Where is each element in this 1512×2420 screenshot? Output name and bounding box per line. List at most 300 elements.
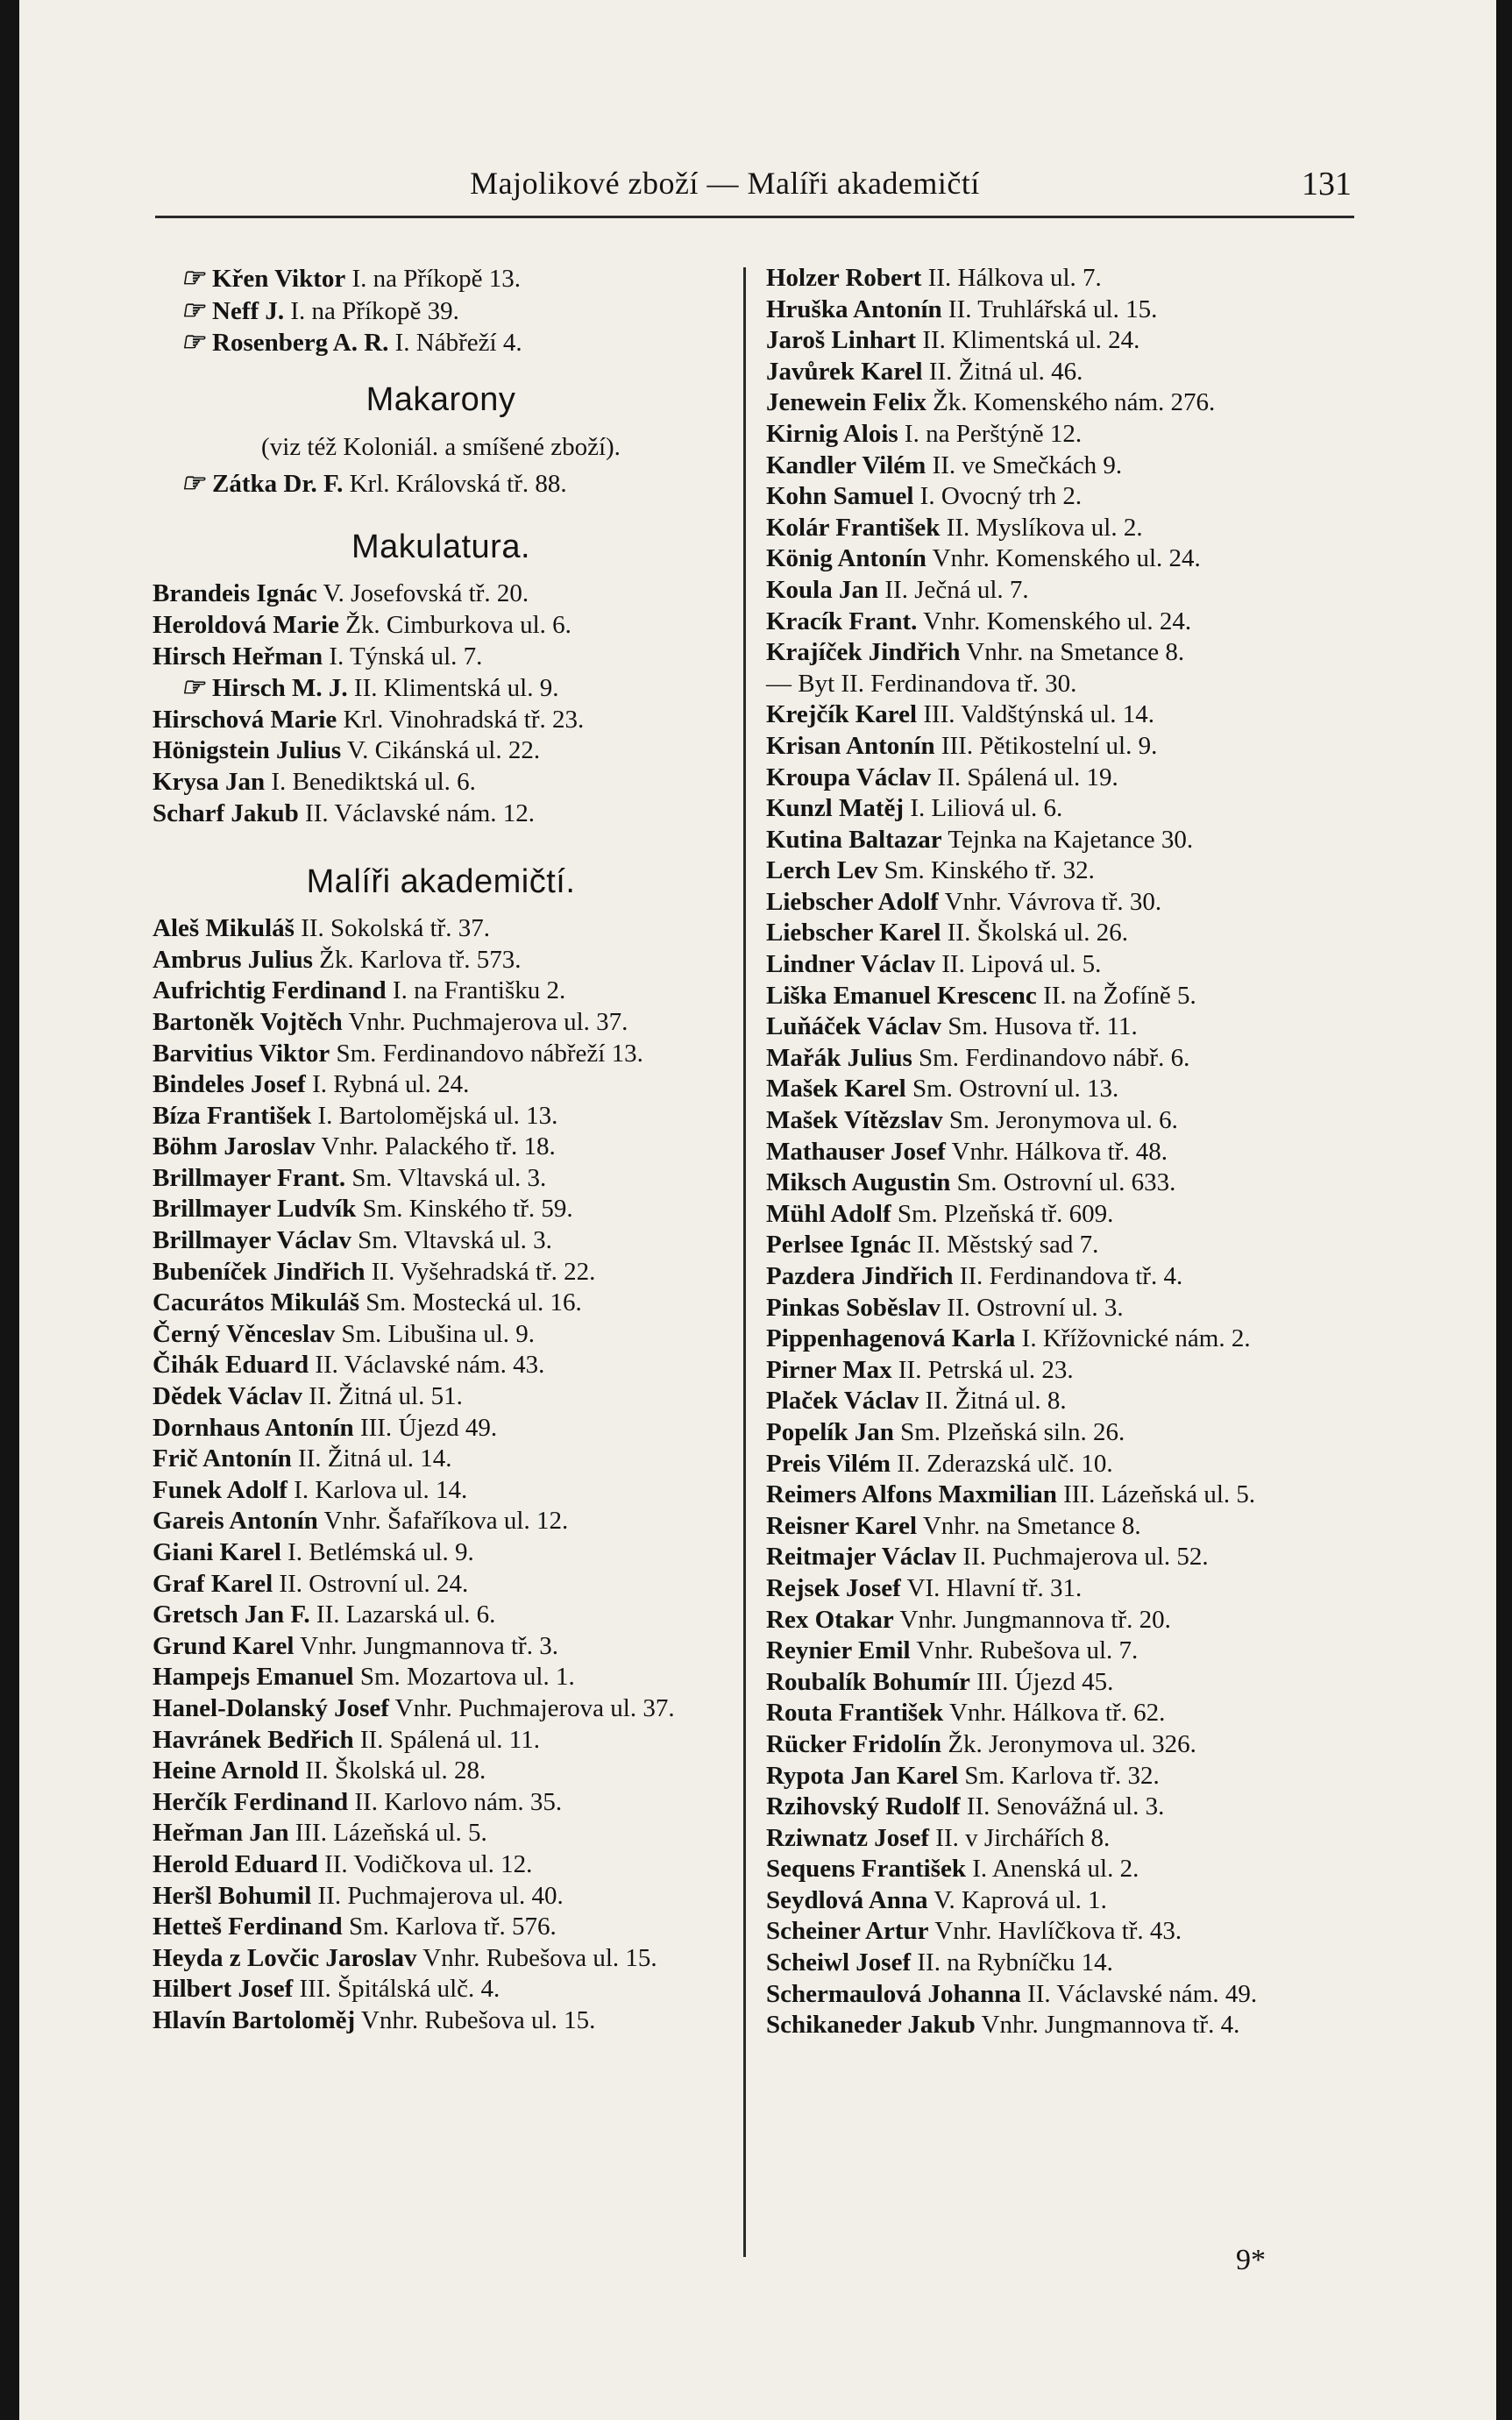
entry-address: Sm. Jeronymova ul. 6. bbox=[948, 1106, 1178, 1135]
directory-entry bbox=[153, 1444, 729, 1475]
entry-address: Vnhr. Rubešova ul. 15. bbox=[422, 1943, 657, 1972]
directory-entry bbox=[766, 1573, 1362, 1605]
pointing-hand-icon: ☞ bbox=[181, 673, 204, 703]
entry-address: Vnhr. Komenského ul. 24. bbox=[932, 544, 1201, 573]
entry-address: Vnhr. Hálkova tř. 48. bbox=[951, 1137, 1168, 1166]
entry-name: Jaroš Linhart bbox=[766, 326, 917, 355]
directory-entry bbox=[153, 1194, 729, 1225]
pointing-hand-icon: ☞ bbox=[181, 295, 204, 325]
entry-name: Seydlová Anna bbox=[766, 1885, 928, 1914]
directory-entry bbox=[766, 2010, 1362, 2041]
entry-address: II. v Jirchářích 8. bbox=[935, 1823, 1111, 1852]
entry-address: II. Lazarská ul. 6. bbox=[316, 1600, 496, 1629]
directory-entry bbox=[766, 357, 1362, 388]
directory-entry bbox=[153, 610, 729, 642]
entry-address: Vnhr. Komenského ul. 24. bbox=[923, 607, 1192, 635]
entry-name: Preis Vilém bbox=[766, 1449, 891, 1478]
entry-name: Pinkas Soběslav bbox=[766, 1293, 941, 1322]
entry-address: II. Petrská ul. 23. bbox=[898, 1355, 1074, 1384]
entry-address: II. Klimentská ul. 24. bbox=[922, 326, 1140, 355]
directory-entry bbox=[153, 1912, 729, 1943]
entry-address: II. Žitná ul. 14. bbox=[297, 1444, 452, 1473]
entry-address: Sm. Vltavská ul. 3. bbox=[358, 1226, 552, 1255]
entry-address: Sm. Ostrovní ul. 633. bbox=[956, 1168, 1176, 1197]
entry-name: Herold Eduard bbox=[153, 1849, 318, 1878]
entry-address: I. Betlémská ul. 9. bbox=[287, 1538, 474, 1566]
entry-address: I. Karlova ul. 14. bbox=[294, 1475, 468, 1504]
entry-address: I. Křížovnické nám. 2. bbox=[1021, 1324, 1251, 1353]
section-title-makarony: Makarony bbox=[366, 380, 516, 418]
directory-entry bbox=[766, 1636, 1362, 1667]
entry-address: Vnhr. Hálkova tř. 62. bbox=[948, 1699, 1166, 1728]
entry-name: Javůrek Karel bbox=[766, 357, 923, 386]
entry-name: Krajíček Jindřich bbox=[766, 638, 961, 667]
directory-entry bbox=[766, 451, 1362, 482]
entry-name: Kolár František bbox=[766, 513, 941, 542]
entry-address: V. Kaprová ul. 1. bbox=[933, 1885, 1107, 1914]
directory-entry bbox=[766, 513, 1362, 544]
entry-address: Vnhr. Puchmajerova ul. 37. bbox=[348, 1007, 628, 1036]
directory-entry bbox=[153, 2005, 729, 2037]
directory-entry bbox=[153, 578, 729, 610]
entry-name: Rziwnatz Josef bbox=[766, 1823, 930, 1852]
entry-address: Vnhr. Rubešova ul. 7. bbox=[916, 1636, 1139, 1665]
entry-name: Hanel-Dolanský Josef bbox=[153, 1693, 389, 1722]
entry-address: II. Zderazská ulč. 10. bbox=[897, 1449, 1113, 1478]
entry-name: Miksch Augustin bbox=[766, 1168, 951, 1197]
entry-address: Vnhr. na Smetance 8. bbox=[922, 1511, 1141, 1540]
entry-address: III. Lázeňská ul. 5. bbox=[295, 1819, 487, 1848]
section-title-makulatura: Makulatura. bbox=[351, 529, 531, 566]
directory-entry bbox=[766, 543, 1362, 575]
left-column bbox=[153, 263, 729, 2037]
entry-address: II. Vodičkova ul. 12. bbox=[324, 1849, 533, 1878]
directory-entry bbox=[153, 1319, 729, 1351]
entry-address: II. Spálená ul. 11. bbox=[359, 1725, 540, 1754]
entry-address: II. Senovážná ul. 3. bbox=[966, 1792, 1165, 1821]
entry-name: Krysa Jan bbox=[153, 767, 266, 796]
directory-entry bbox=[766, 1979, 1362, 2011]
entry-address: II. Ječná ul. 7. bbox=[884, 575, 1029, 604]
column-divider bbox=[743, 267, 746, 2257]
directory-entry bbox=[153, 1039, 729, 1070]
entry-name: Routa František bbox=[766, 1699, 944, 1728]
directory-entry bbox=[766, 981, 1362, 1012]
directory-entry bbox=[153, 945, 729, 976]
entry-address: Sm. Libušina ul. 9. bbox=[341, 1319, 536, 1348]
directory-entry bbox=[153, 1007, 729, 1039]
pointing-hand-icon: ☞ bbox=[181, 264, 204, 293]
directory-entry bbox=[766, 1667, 1362, 1699]
entry-name: Hlavín Bartoloměj bbox=[153, 2005, 356, 2034]
page-header bbox=[98, 165, 1352, 214]
directory-entry bbox=[766, 1854, 1362, 1885]
entry-name: Reimers Alfons Maxmilian bbox=[766, 1480, 1057, 1509]
directory-entry bbox=[153, 705, 729, 736]
entry-name: Schikaneder Jakub bbox=[766, 2011, 976, 2040]
entry-address: III. Lázeňská ul. 5. bbox=[1063, 1480, 1256, 1509]
directory-entry bbox=[766, 1293, 1362, 1324]
entry-name: Böhm Jaroslav bbox=[153, 1132, 316, 1161]
entry-address: Sm. Kinského tř. 32. bbox=[884, 856, 1095, 885]
entry-name: Lindner Václav bbox=[766, 950, 936, 979]
entry-address: Sm. Ostrovní ul. 13. bbox=[912, 1075, 1119, 1104]
entry-address: Krl. Vinohradská tř. 23. bbox=[343, 705, 585, 734]
directory-entry bbox=[153, 295, 729, 328]
entry-address: Sm. Ferdinandovo nábř. 6. bbox=[919, 1043, 1190, 1072]
section-note-makarony: (viz též Koloniál. a smíšené zboží). bbox=[261, 432, 621, 461]
entry-name: Plaček Václav bbox=[766, 1387, 919, 1416]
entry-address: III. Valdštýnská ul. 14. bbox=[923, 700, 1154, 729]
directory-entry bbox=[153, 1818, 729, 1849]
directory-entry bbox=[766, 1605, 1362, 1636]
entry-name: Bindeles Josef bbox=[153, 1070, 306, 1099]
entry-address: Sm. Husova tř. 11. bbox=[948, 1012, 1138, 1041]
directory-entry bbox=[766, 575, 1362, 607]
entry-address: II. na Žofíně 5. bbox=[1043, 981, 1196, 1010]
entry-name: Hirschová Marie bbox=[153, 705, 337, 734]
entry-address: I. na Františku 2. bbox=[392, 976, 566, 1005]
entry-address: — Byt II. Ferdinandova tř. 30. bbox=[766, 669, 1077, 698]
entry-name: Dornhaus Antonín bbox=[153, 1413, 354, 1442]
entry-name: Zátka Dr. F. bbox=[212, 469, 344, 498]
entry-address: I. Bartolomějská ul. 13. bbox=[317, 1101, 558, 1130]
directory-entry bbox=[153, 1756, 729, 1787]
entry-name: Hilbert Josef bbox=[153, 1975, 294, 2004]
entry-name: Havránek Bedřich bbox=[153, 1725, 354, 1754]
entry-name: Scheiner Artur bbox=[766, 1917, 929, 1946]
entry-address: II. Školská ul. 26. bbox=[947, 919, 1128, 947]
entry-name: Koula Jan bbox=[766, 575, 879, 604]
pointing-hand-icon: ☞ bbox=[181, 328, 204, 358]
entry-name: Holzer Robert bbox=[766, 264, 922, 292]
entry-address: Žk. Komenského nám. 276. bbox=[933, 388, 1216, 417]
entry-name: Popelík Jan bbox=[766, 1417, 894, 1446]
entry-name: Černý Věnceslav bbox=[153, 1319, 336, 1348]
entry-address: II. Městský sad 7. bbox=[917, 1231, 1099, 1260]
entry-address: Sm. Karlova tř. 32. bbox=[964, 1761, 1160, 1790]
entry-name: Scharf Jakub bbox=[153, 798, 299, 827]
directory-entry bbox=[766, 1417, 1362, 1449]
entry-name: Giani Karel bbox=[153, 1538, 281, 1566]
entry-name: Rypota Jan Karel bbox=[766, 1761, 959, 1790]
entry-address: II. Václavské nám. 49. bbox=[1027, 1979, 1258, 2008]
entry-address: II. Václavské nám. 43. bbox=[315, 1351, 545, 1380]
entry-address: Sm. Ferdinandovo nábřeží 13. bbox=[336, 1039, 643, 1068]
entry-address: I. na Příkopě 39. bbox=[290, 296, 459, 325]
entry-address: I. Liliová ul. 6. bbox=[910, 794, 1063, 823]
directory-entry bbox=[153, 1662, 729, 1693]
entry-name: Kandler Vilém bbox=[766, 451, 926, 479]
directory-entry bbox=[766, 1729, 1362, 1761]
entry-name: Hönigstein Julius bbox=[153, 736, 342, 765]
entry-name: Dědek Václav bbox=[153, 1382, 303, 1411]
directory-entry bbox=[153, 1537, 729, 1569]
entry-address: II. Školská ul. 28. bbox=[305, 1756, 486, 1785]
entry-address: Sm. Karlova tř. 576. bbox=[348, 1913, 557, 1941]
directory-entry bbox=[153, 1974, 729, 2005]
directory-entry bbox=[153, 642, 729, 673]
directory-entry bbox=[153, 1693, 729, 1725]
directory-page bbox=[19, 0, 1496, 2420]
entry-address: I. na Perštýně 12. bbox=[904, 419, 1083, 448]
directory-entry bbox=[153, 1600, 729, 1631]
entry-name: Mašek Vítězslav bbox=[766, 1106, 943, 1135]
directory-entry bbox=[766, 918, 1362, 949]
entry-address: II. Truhlářská ul. 15. bbox=[948, 295, 1158, 323]
directory-entry bbox=[766, 699, 1362, 731]
directory-entry bbox=[766, 1386, 1362, 1417]
entry-name: Čihák Eduard bbox=[153, 1351, 309, 1380]
entry-address: II. Žitná ul. 8. bbox=[925, 1387, 1067, 1416]
entry-name: Perlsee Ignác bbox=[766, 1231, 912, 1260]
right-column bbox=[766, 263, 1362, 2041]
directory-entry bbox=[766, 1511, 1362, 1543]
directory-entry bbox=[766, 387, 1362, 419]
entry-name: Rejsek Josef bbox=[766, 1573, 901, 1602]
entry-address: III. Újezd 45. bbox=[976, 1667, 1114, 1696]
directory-entry bbox=[153, 1475, 729, 1507]
entry-name: Ambrus Julius bbox=[153, 945, 313, 974]
entry-address: III. Újezd 49. bbox=[359, 1413, 498, 1442]
directory-entry bbox=[153, 913, 729, 945]
entry-address: Vnhr. na Smetance 8. bbox=[966, 638, 1185, 667]
entry-address: III. Pětikostelní ul. 9. bbox=[941, 731, 1158, 760]
entry-name: Kirnig Alois bbox=[766, 419, 898, 448]
entry-name: Hirsch M. J. bbox=[212, 674, 348, 703]
entry-name: Rzihovský Rudolf bbox=[766, 1792, 961, 1821]
entry-name: Hruška Antonín bbox=[766, 295, 942, 323]
entry-address: II. Karlovo nám. 35. bbox=[354, 1787, 563, 1816]
running-title: Majolikové zboží — Malíři akademičtí bbox=[470, 166, 980, 201]
directory-entry bbox=[153, 327, 729, 359]
entry-address: Vnhr. Jungmannova tř. 4. bbox=[981, 2011, 1240, 2040]
entry-name: Brillmayer Václav bbox=[153, 1226, 351, 1255]
directory-entry bbox=[766, 1324, 1362, 1355]
directory-entry bbox=[153, 1413, 729, 1444]
entry-address: Vnhr. Jungmannova tř. 20. bbox=[899, 1605, 1171, 1634]
entry-address: II. Puchmajerova ul. 52. bbox=[962, 1543, 1209, 1572]
entry-name: Heršl Bohumil bbox=[153, 1881, 312, 1910]
entry-name: Aufrichtig Ferdinand bbox=[153, 976, 387, 1005]
directory-entry bbox=[153, 1787, 729, 1819]
directory-entry bbox=[153, 1381, 729, 1413]
directory-entry bbox=[766, 1480, 1362, 1511]
directory-entry bbox=[766, 669, 1362, 700]
directory-entry bbox=[153, 767, 729, 798]
entry-address: I. Ovocný trh 2. bbox=[919, 482, 1083, 511]
entry-address: I. Rybná ul. 24. bbox=[312, 1070, 470, 1099]
entry-address: Vnhr. Havlíčkova tř. 43. bbox=[934, 1917, 1182, 1946]
directory-entry bbox=[153, 1225, 729, 1257]
directory-entry bbox=[766, 855, 1362, 887]
directory-entry bbox=[153, 1069, 729, 1101]
directory-entry bbox=[766, 1916, 1362, 1948]
entry-name: Mašek Karel bbox=[766, 1075, 906, 1104]
entry-address: II. Václavské nám. 12. bbox=[305, 798, 536, 827]
entry-address: II. Spálená ul. 19. bbox=[937, 763, 1118, 791]
entry-name: Brandeis Ignác bbox=[153, 579, 317, 608]
entry-name: Funek Adolf bbox=[153, 1475, 287, 1504]
directory-entry bbox=[766, 325, 1362, 357]
directory-entry bbox=[766, 1167, 1362, 1199]
directory-entry bbox=[766, 1792, 1362, 1823]
entry-address: I. Benediktská ul. 6. bbox=[271, 767, 476, 796]
entry-address: II. Myslíkova ul. 2. bbox=[946, 513, 1143, 542]
entry-name: Reisner Karel bbox=[766, 1511, 918, 1540]
directory-entry bbox=[766, 1261, 1362, 1293]
directory-entry bbox=[153, 976, 729, 1007]
directory-entry bbox=[766, 1043, 1362, 1075]
entry-name: Brillmayer Ludvík bbox=[153, 1195, 357, 1224]
signature-mark: 9* bbox=[1236, 2244, 1266, 2276]
directory-entry bbox=[766, 1761, 1362, 1792]
entry-name: Hirsch Heřman bbox=[153, 642, 323, 671]
entry-name: Rosenberg A. R. bbox=[212, 329, 389, 358]
entry-name: Gretsch Jan F. bbox=[153, 1600, 310, 1629]
entry-name: Neff J. bbox=[212, 296, 285, 325]
directory-entry bbox=[766, 1355, 1362, 1387]
entry-address: I. Nábřeží 4. bbox=[394, 329, 522, 358]
directory-entry bbox=[153, 672, 729, 705]
entry-name: Pippenhagenová Karla bbox=[766, 1324, 1016, 1353]
entry-name: Rex Otakar bbox=[766, 1605, 894, 1634]
directory-entry bbox=[766, 607, 1362, 638]
directory-entry bbox=[766, 1948, 1362, 1979]
entry-name: Heyda z Lovčic Jaroslav bbox=[153, 1943, 417, 1972]
directory-entry bbox=[766, 1230, 1362, 1261]
entry-address: II. Žitná ul. 46. bbox=[928, 357, 1083, 386]
entry-address: II. Ostrovní ul. 24. bbox=[279, 1569, 469, 1598]
directory-entry bbox=[153, 1288, 729, 1319]
entry-name: Aleš Mikuláš bbox=[153, 914, 295, 943]
entry-address: II. Lipová ul. 5. bbox=[941, 950, 1102, 979]
directory-entry bbox=[766, 1449, 1362, 1480]
entry-address: II. Vyšehradská tř. 22. bbox=[371, 1257, 596, 1286]
entry-address: II. Hálkova ul. 7. bbox=[927, 264, 1102, 292]
entry-name: Krisan Antonín bbox=[766, 731, 935, 760]
directory-entry bbox=[766, 419, 1362, 451]
makarony-list bbox=[153, 468, 729, 500]
makulatura-list bbox=[153, 578, 729, 829]
directory-entry bbox=[766, 1137, 1362, 1168]
entry-name: Mathauser Josef bbox=[766, 1137, 946, 1166]
directory-entry bbox=[766, 1698, 1362, 1729]
entry-address: Sm. Mostecká ul. 16. bbox=[366, 1288, 582, 1317]
entry-address: Sm. Plzeňská siln. 26. bbox=[900, 1417, 1125, 1446]
entry-address: V. Cikánská ul. 22. bbox=[346, 736, 541, 765]
directory-entry bbox=[766, 481, 1362, 513]
entry-name: Cacurátos Mikuláš bbox=[153, 1288, 360, 1317]
entry-name: Mühl Adolf bbox=[766, 1199, 891, 1228]
directory-entry bbox=[766, 763, 1362, 794]
entry-address: I. na Příkopě 13. bbox=[351, 265, 521, 293]
directory-entry bbox=[153, 798, 729, 830]
directory-entry bbox=[766, 949, 1362, 981]
entry-name: Liška Emanuel Krescenc bbox=[766, 981, 1037, 1010]
section-title-malari: Malíři akademičtí. bbox=[306, 863, 576, 901]
directory-entry bbox=[766, 1105, 1362, 1137]
entry-name: Rücker Fridolín bbox=[766, 1729, 942, 1758]
directory-entry bbox=[766, 1542, 1362, 1573]
entry-address: VI. Hlavní tř. 31. bbox=[906, 1573, 1083, 1602]
directory-entry bbox=[153, 1101, 729, 1132]
entry-name: Pazdera Jindřich bbox=[766, 1262, 954, 1290]
page-number: 131 bbox=[1302, 166, 1352, 202]
entry-address: Tejnka na Kajetance 30. bbox=[948, 825, 1194, 854]
entry-address: Vnhr. Jungmannova tř. 3. bbox=[300, 1631, 558, 1660]
entry-name: Graf Karel bbox=[153, 1569, 273, 1598]
entry-address: Vnhr. Šafaříkova ul. 12. bbox=[323, 1507, 569, 1536]
entry-name: Kohn Samuel bbox=[766, 482, 914, 511]
entry-address: I. Anenská ul. 2. bbox=[972, 1855, 1139, 1884]
directory-entry bbox=[766, 825, 1362, 856]
entry-address: Vnhr. Vávrova tř. 30. bbox=[944, 887, 1162, 916]
entry-name: Liebscher Adolf bbox=[766, 887, 939, 916]
malari-list bbox=[153, 913, 729, 2036]
directory-entry bbox=[153, 1506, 729, 1537]
entry-address: III. Špitálská ulč. 4. bbox=[299, 1975, 500, 2004]
entry-name: Frič Antonín bbox=[153, 1444, 292, 1473]
malari-list-continued bbox=[766, 263, 1362, 2041]
entry-name: Grund Karel bbox=[153, 1631, 295, 1660]
directory-entry bbox=[153, 1569, 729, 1600]
entry-address: Sm. Vltavská ul. 3. bbox=[351, 1163, 547, 1192]
entry-address: Sm. Mozartova ul. 1. bbox=[359, 1663, 575, 1692]
entry-address: II. Klimentská ul. 9. bbox=[353, 674, 559, 703]
entry-name: Hetteš Ferdinand bbox=[153, 1913, 343, 1941]
directory-entry bbox=[153, 1943, 729, 1975]
directory-entry bbox=[766, 263, 1362, 295]
pointing-hand-icon: ☞ bbox=[181, 468, 204, 498]
entry-name: Kunzl Matěj bbox=[766, 794, 905, 823]
directory-entry bbox=[153, 1132, 729, 1163]
entry-name: Kracík Frant. bbox=[766, 607, 918, 635]
entry-address: Vnhr. Palackého tř. 18. bbox=[321, 1132, 556, 1161]
entry-name: Liebscher Karel bbox=[766, 919, 941, 947]
entry-name: Roubalík Bohumír bbox=[766, 1667, 970, 1696]
entry-name: Scheiwl Josef bbox=[766, 1948, 912, 1977]
directory-entry bbox=[153, 1725, 729, 1756]
entry-address: Sm. Kinského tř. 59. bbox=[362, 1195, 573, 1224]
entry-name: Bíza František bbox=[153, 1101, 312, 1130]
entry-address: II. na Rybníčku 14. bbox=[917, 1948, 1113, 1977]
entry-name: Gareis Antonín bbox=[153, 1507, 318, 1536]
entry-address: II. Ferdinandova tř. 4. bbox=[959, 1262, 1183, 1290]
directory-entry bbox=[766, 731, 1362, 763]
directory-entry bbox=[766, 887, 1362, 919]
entry-name: Pirner Max bbox=[766, 1355, 892, 1384]
entry-name: Kutina Baltazar bbox=[766, 825, 942, 854]
directory-entry bbox=[153, 1849, 729, 1881]
directory-entry bbox=[766, 1823, 1362, 1855]
entry-name: Heřman Jan bbox=[153, 1819, 289, 1848]
entry-address: II. ve Smečkách 9. bbox=[932, 451, 1123, 479]
entry-name: Sequens František bbox=[766, 1855, 967, 1884]
entry-name: Herčík Ferdinand bbox=[153, 1787, 349, 1816]
directory-entry bbox=[153, 735, 729, 767]
header-rule bbox=[155, 216, 1354, 218]
entry-name: Lerch Lev bbox=[766, 856, 878, 885]
entry-name: Kroupa Václav bbox=[766, 763, 932, 791]
entry-name: Schermaulová Johanna bbox=[766, 1979, 1021, 2008]
entry-name: Krejčík Karel bbox=[766, 700, 918, 729]
entry-name: Reynier Emil bbox=[766, 1636, 911, 1665]
entry-address: Sm. Plzeňská tř. 609. bbox=[897, 1199, 1114, 1228]
directory-entry bbox=[153, 263, 729, 295]
entry-address: Vnhr. Rubešova ul. 15. bbox=[360, 2005, 596, 2034]
entry-name: Jenewein Felix bbox=[766, 388, 926, 417]
